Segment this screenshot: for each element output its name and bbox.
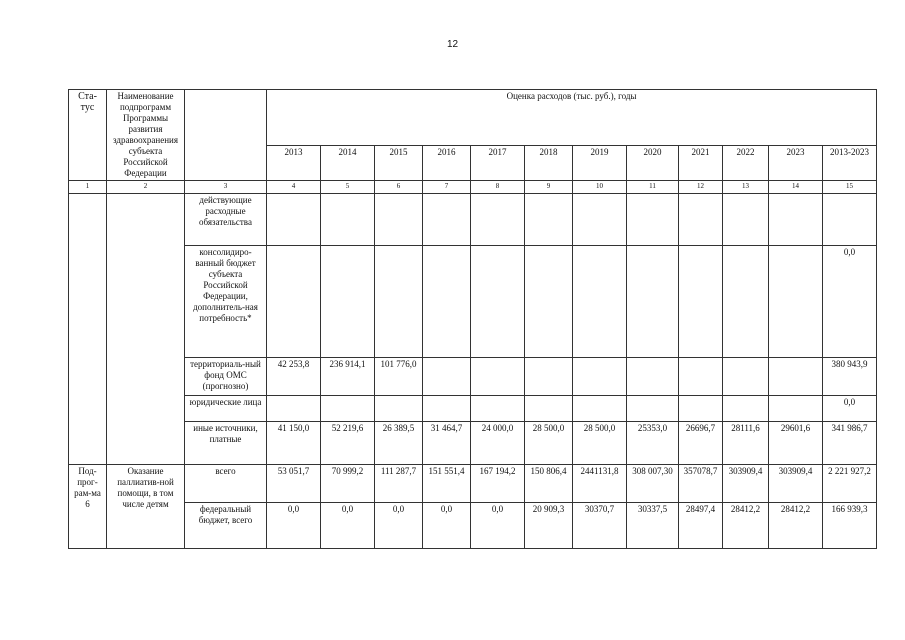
value-cell (471, 358, 525, 396)
year-header: 2016 (423, 146, 471, 181)
value-cell: 166 939,3 (823, 503, 877, 549)
value-cell: 2441131,8 (573, 465, 627, 503)
budget-table (68, 89, 877, 549)
column-number: 11 (627, 181, 679, 194)
value-cell (627, 358, 679, 396)
value-cell (679, 358, 723, 396)
value-cell: 0,0 (321, 503, 375, 549)
value-cell (471, 194, 525, 246)
year-header: 2023 (769, 146, 823, 181)
column-number: 2 (107, 181, 185, 194)
value-cell (769, 194, 823, 246)
value-cell (321, 396, 375, 422)
column-number: 7 (423, 181, 471, 194)
value-cell (723, 194, 769, 246)
value-cell: 0,0 (823, 396, 877, 422)
year-header: 2022 (723, 146, 769, 181)
expenses-title: Оценка расходов (тыс. руб.), годы (267, 90, 877, 146)
subprogram-name-cell (107, 194, 185, 465)
value-cell: 303909,4 (723, 465, 769, 503)
value-cell (321, 194, 375, 246)
column-number: 9 (525, 181, 573, 194)
value-cell: 20 909,3 (525, 503, 573, 549)
value-cell (769, 246, 823, 358)
value-cell (423, 246, 471, 358)
year-header: 2013 (267, 146, 321, 181)
value-cell (267, 396, 321, 422)
value-cell: 0,0 (267, 503, 321, 549)
value-cell (723, 358, 769, 396)
value-cell (471, 246, 525, 358)
value-cell: 28 500,0 (573, 422, 627, 465)
value-cell: 303909,4 (769, 465, 823, 503)
value-cell: 167 194,2 (471, 465, 525, 503)
year-header: 2021 (679, 146, 723, 181)
column-number: 8 (471, 181, 525, 194)
funding-source-cell: территориаль-ный фонд ОМС (прогнозно) (185, 358, 267, 396)
value-cell: 52 219,6 (321, 422, 375, 465)
value-cell (627, 246, 679, 358)
table-row (69, 358, 877, 396)
year-header: 2020 (627, 146, 679, 181)
value-cell: 42 253,8 (267, 358, 321, 396)
table-row (69, 503, 877, 549)
value-cell (525, 396, 573, 422)
value-cell (627, 194, 679, 246)
value-cell: 30370,7 (573, 503, 627, 549)
value-cell: 0,0 (823, 246, 877, 358)
value-cell: 70 999,2 (321, 465, 375, 503)
value-cell: 30337,5 (627, 503, 679, 549)
column-number: 15 (823, 181, 877, 194)
value-cell: 111 287,7 (375, 465, 423, 503)
value-cell (823, 194, 877, 246)
value-cell: 0,0 (423, 503, 471, 549)
table-row (69, 246, 877, 358)
column-number: 10 (573, 181, 627, 194)
value-cell (375, 396, 423, 422)
value-cell: 25353,0 (627, 422, 679, 465)
funding-source-cell: иные источники, платные (185, 422, 267, 465)
value-cell (525, 246, 573, 358)
value-cell: 28497,4 (679, 503, 723, 549)
table-row (69, 465, 877, 503)
value-cell (723, 396, 769, 422)
value-cell (525, 358, 573, 396)
value-cell: 0,0 (471, 503, 525, 549)
value-cell (769, 396, 823, 422)
funding-source-cell: федеральный бюджет, всего (185, 503, 267, 549)
source-header (185, 90, 267, 181)
value-cell: 28412,2 (769, 503, 823, 549)
column-number: 12 (679, 181, 723, 194)
value-cell (769, 358, 823, 396)
value-cell (375, 246, 423, 358)
value-cell (627, 396, 679, 422)
value-cell: 53 051,7 (267, 465, 321, 503)
year-header: 2017 (471, 146, 525, 181)
value-cell: 308 007,30 (627, 465, 679, 503)
column-number: 14 (769, 181, 823, 194)
year-header: 2015 (375, 146, 423, 181)
value-cell: 26 389,5 (375, 422, 423, 465)
value-cell: 31 464,7 (423, 422, 471, 465)
value-cell (471, 396, 525, 422)
value-cell: 151 551,4 (423, 465, 471, 503)
value-cell (573, 396, 627, 422)
value-cell: 26696,7 (679, 422, 723, 465)
value-cell (679, 396, 723, 422)
funding-source-cell: консолидиро-ванный бюджет субъекта Российской Федерации, дополнитель-ная потребность* (185, 246, 267, 358)
value-cell: 236 914,1 (321, 358, 375, 396)
table-row (69, 194, 877, 246)
year-header: 2019 (573, 146, 627, 181)
value-cell (723, 246, 769, 358)
column-number: 6 (375, 181, 423, 194)
value-cell: 341 986,7 (823, 422, 877, 465)
value-cell (375, 194, 423, 246)
header-row (69, 90, 877, 146)
value-cell: 2 221 927,2 (823, 465, 877, 503)
year-header: 2018 (525, 146, 573, 181)
value-cell: 28111,6 (723, 422, 769, 465)
year-header: 2013-2023 (823, 146, 877, 181)
column-number: 4 (267, 181, 321, 194)
value-cell (573, 358, 627, 396)
table-row (69, 422, 877, 465)
value-cell: 357078,7 (679, 465, 723, 503)
value-cell: 28412,2 (723, 503, 769, 549)
value-cell (573, 246, 627, 358)
value-cell (321, 246, 375, 358)
column-number: 5 (321, 181, 375, 194)
value-cell: 29601,6 (769, 422, 823, 465)
subprogram-name-cell: Оказание паллиатив-ной помощи, в том числе детям (107, 465, 185, 549)
status-header: Ста- тус (69, 90, 107, 181)
table-row (69, 396, 877, 422)
column-number: 13 (723, 181, 769, 194)
funding-source-cell: всего (185, 465, 267, 503)
value-cell: 24 000,0 (471, 422, 525, 465)
column-numbers-row (69, 181, 877, 194)
value-cell (679, 194, 723, 246)
subprogram-name-header: Наименование подпрограмм Программы развития здравоохранения субъекта Российской Федерации (107, 90, 185, 181)
value-cell: 28 500,0 (525, 422, 573, 465)
status-cell (69, 194, 107, 465)
value-cell: 41 150,0 (267, 422, 321, 465)
value-cell (525, 194, 573, 246)
page-number: 12 (446, 39, 459, 50)
column-number: 1 (69, 181, 107, 194)
value-cell: 150 806,4 (525, 465, 573, 503)
column-number: 3 (185, 181, 267, 194)
funding-source-cell: юридические лица (185, 396, 267, 422)
status-cell: Под-прог-рам-ма 6 (69, 465, 107, 549)
value-cell (267, 194, 321, 246)
value-cell (423, 194, 471, 246)
value-cell: 0,0 (375, 503, 423, 549)
value-cell (423, 358, 471, 396)
year-header: 2014 (321, 146, 375, 181)
value-cell (423, 396, 471, 422)
value-cell (679, 246, 723, 358)
funding-source-cell: действующие расходные обязательства (185, 194, 267, 246)
value-cell: 101 776,0 (375, 358, 423, 396)
value-cell: 380 943,9 (823, 358, 877, 396)
value-cell (267, 246, 321, 358)
value-cell (573, 194, 627, 246)
